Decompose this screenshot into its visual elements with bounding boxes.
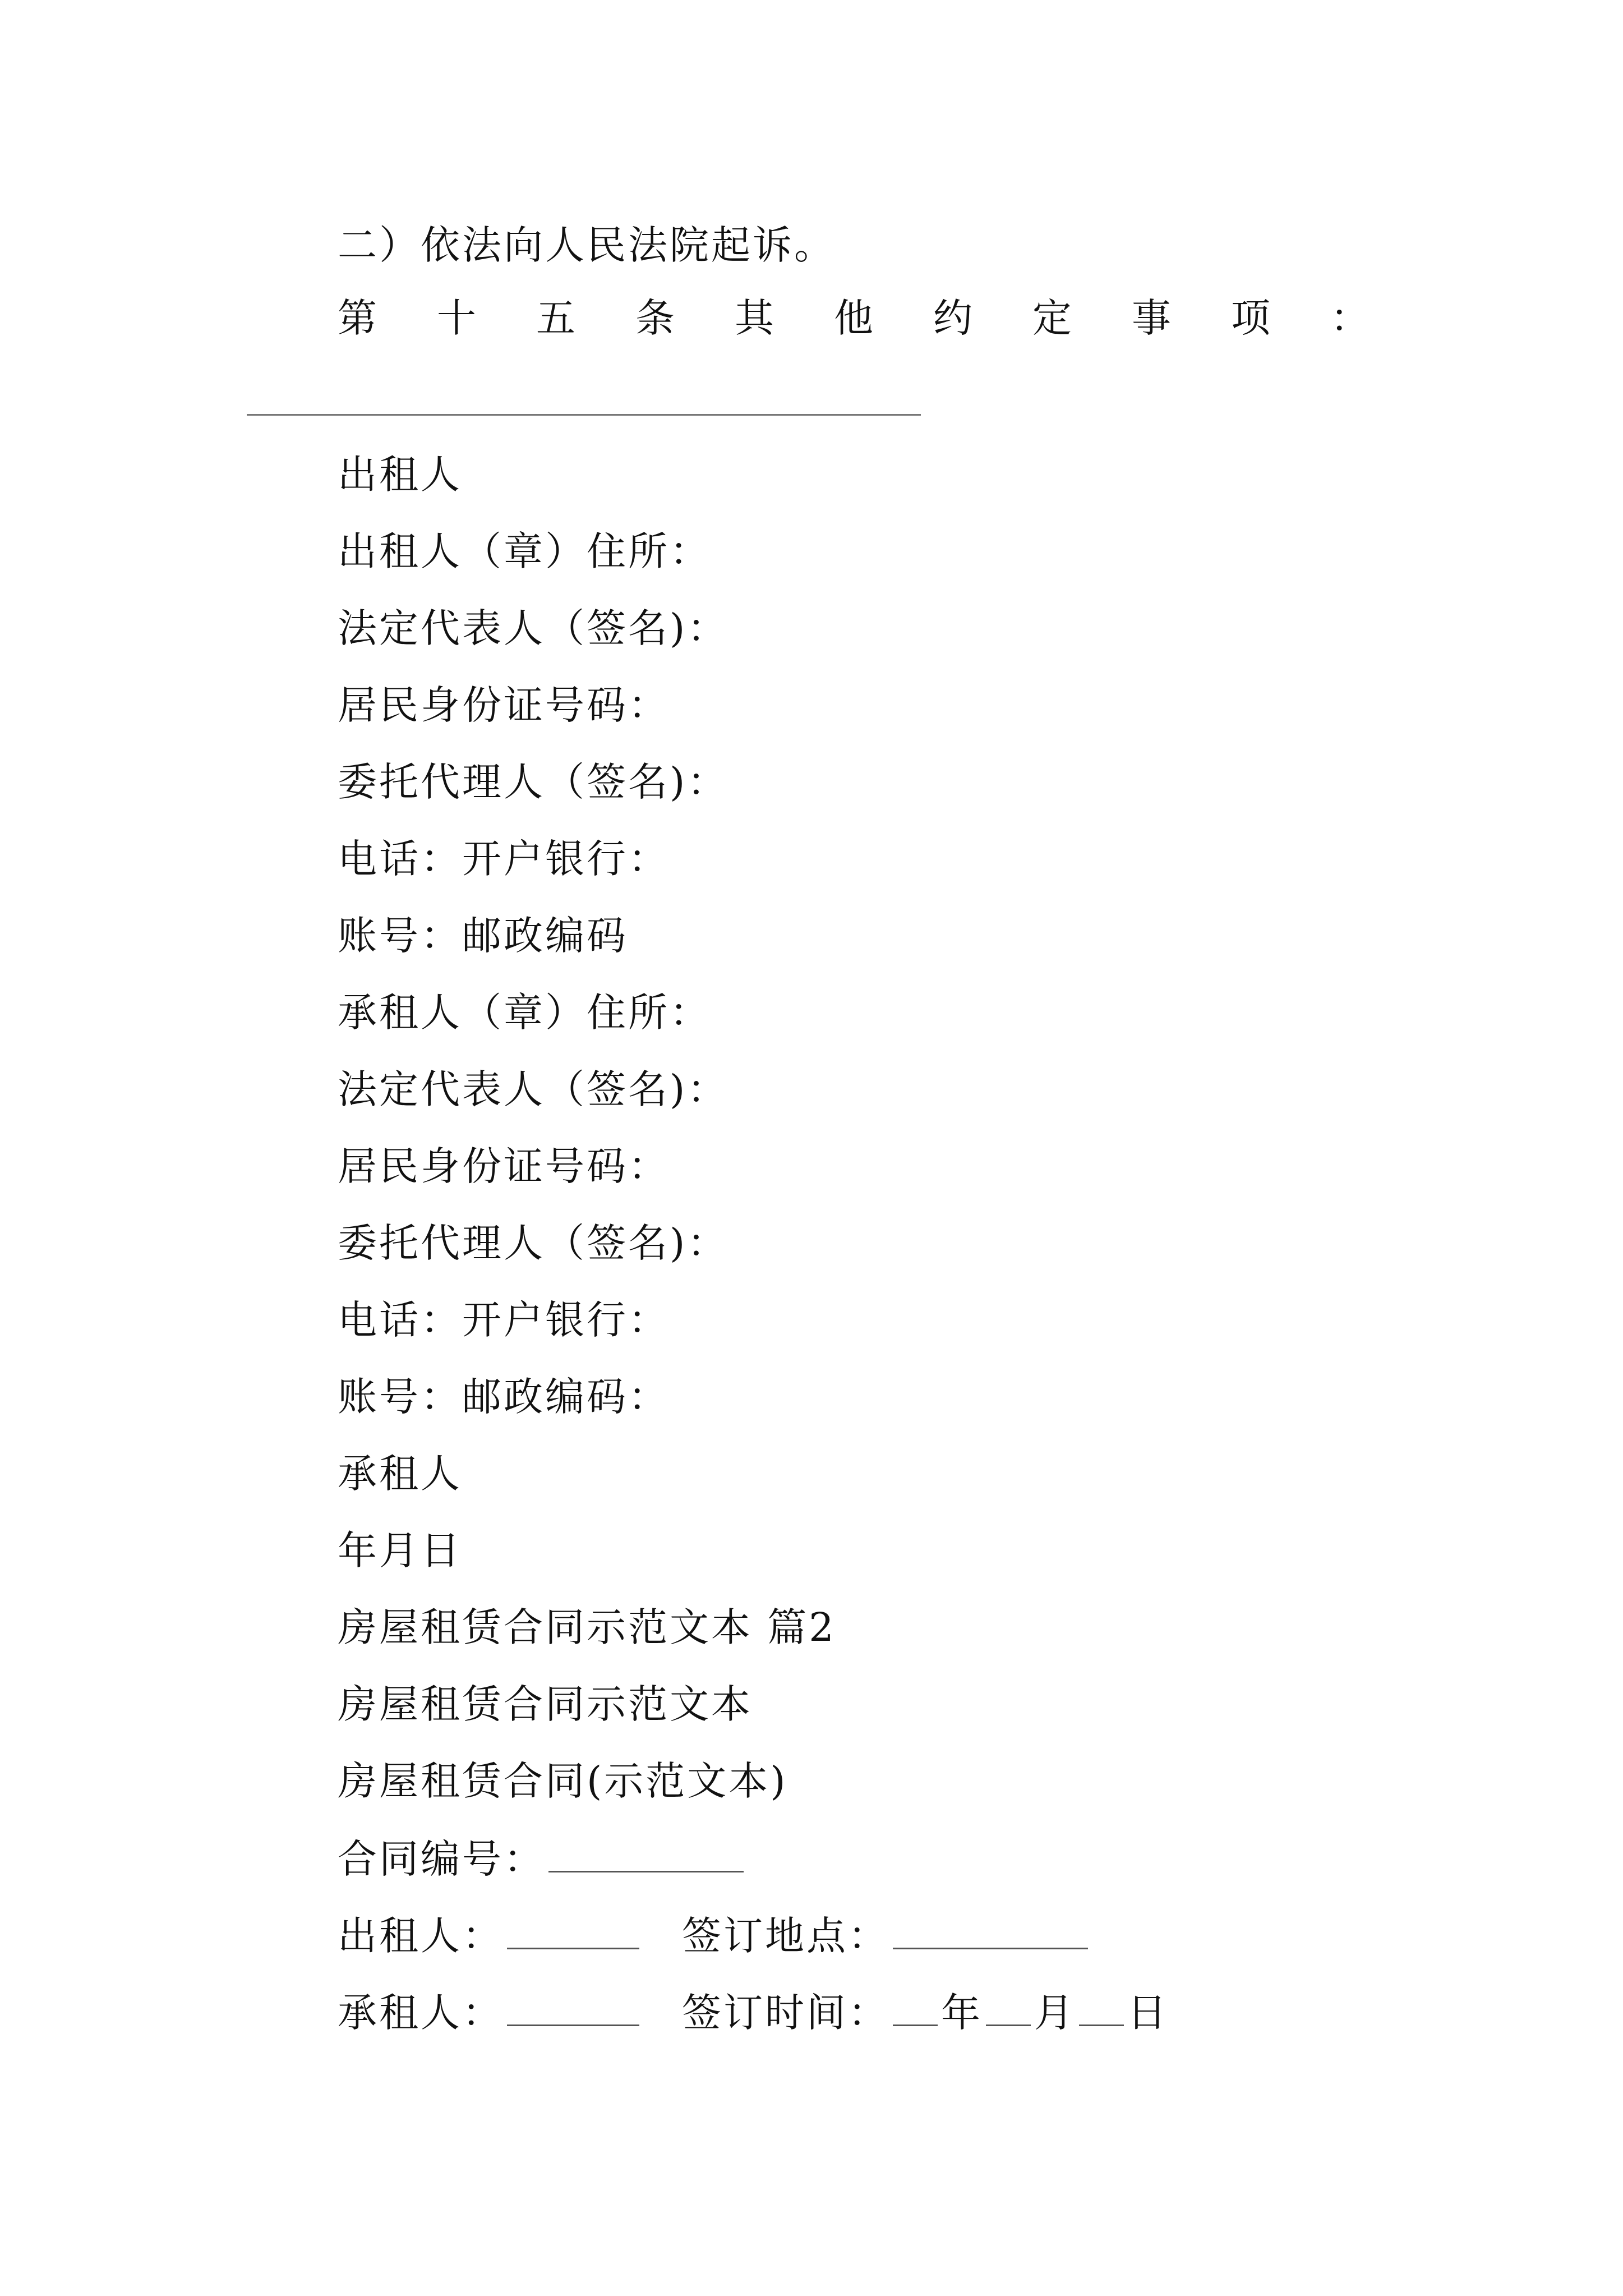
article-heading-char: 定 bbox=[1032, 295, 1072, 341]
article-heading-char: 约 bbox=[933, 295, 972, 341]
sign-time-label: 签订时间： bbox=[682, 1990, 889, 2036]
lessor-row bbox=[338, 1913, 1091, 1959]
text-line: 房屋租赁合同示范文本 篇2 bbox=[338, 1604, 836, 1650]
sign-place-blank bbox=[893, 1915, 1088, 1949]
sign-place-label: 签订地点： bbox=[682, 1913, 889, 1959]
text-line: 居民身份证号码： bbox=[338, 682, 670, 728]
lessor-label: 出租人： bbox=[338, 1913, 504, 1959]
text-line: 法定代表人（签名)： bbox=[338, 1066, 729, 1112]
article-heading-char: 第 bbox=[338, 295, 377, 341]
text-line: 委托代理人（签名)： bbox=[338, 759, 729, 805]
text-line: 账号：邮政编码： bbox=[338, 1374, 670, 1420]
article-heading-char: 项 bbox=[1231, 295, 1270, 341]
text-line: 电话：开户银行： bbox=[338, 836, 670, 882]
lessee-blank bbox=[507, 1992, 639, 2026]
month-blank bbox=[986, 1992, 1031, 2026]
text-line: 出租人 bbox=[338, 452, 462, 498]
article-heading-char: 五 bbox=[536, 295, 575, 341]
text-line: 居民身份证号码： bbox=[338, 1143, 670, 1189]
article-heading-char: 事 bbox=[1132, 295, 1171, 341]
day-blank bbox=[1079, 1992, 1124, 2026]
text-line: 房屋租赁合同(示范文本) bbox=[338, 1758, 788, 1804]
lessor-blank bbox=[507, 1915, 639, 1949]
text-line: 二）依法向人民法院起诉。 bbox=[338, 222, 836, 268]
day-label: 日 bbox=[1127, 1990, 1169, 2036]
article-heading-char: 他 bbox=[834, 295, 873, 341]
year-label: 年 bbox=[941, 1990, 983, 2036]
text-line: 承租人 bbox=[338, 1451, 462, 1497]
text-line: 出租人（章）住所： bbox=[338, 528, 711, 574]
month-label: 月 bbox=[1034, 1990, 1076, 2036]
year-blank bbox=[893, 1992, 938, 2026]
lessee-row bbox=[338, 1990, 1169, 2036]
contract-number-row bbox=[338, 1836, 747, 1882]
text-line: 委托代理人（签名)： bbox=[338, 1220, 729, 1266]
article-heading bbox=[338, 295, 1370, 341]
text-line: 法定代表人（签名)： bbox=[338, 605, 729, 651]
text-line: 电话：开户银行： bbox=[338, 1297, 670, 1343]
article-heading-char: 十 bbox=[437, 295, 476, 341]
contract-number-label: 合同编号： bbox=[338, 1836, 545, 1882]
text-line: 账号：邮政编码 bbox=[338, 913, 628, 959]
text-line: 承租人（章）住所： bbox=[338, 990, 711, 1036]
article-heading-char: 条 bbox=[635, 295, 675, 341]
text-line: 年月日 bbox=[338, 1527, 462, 1573]
text-line: 房屋租赁合同示范文本 bbox=[338, 1681, 753, 1727]
fill-in-underline bbox=[247, 414, 921, 416]
article-heading-char: ： bbox=[1330, 295, 1370, 341]
contract-number-blank bbox=[548, 1838, 744, 1872]
article-heading-char: 其 bbox=[735, 295, 774, 341]
lessee-label: 承租人： bbox=[338, 1990, 504, 2036]
